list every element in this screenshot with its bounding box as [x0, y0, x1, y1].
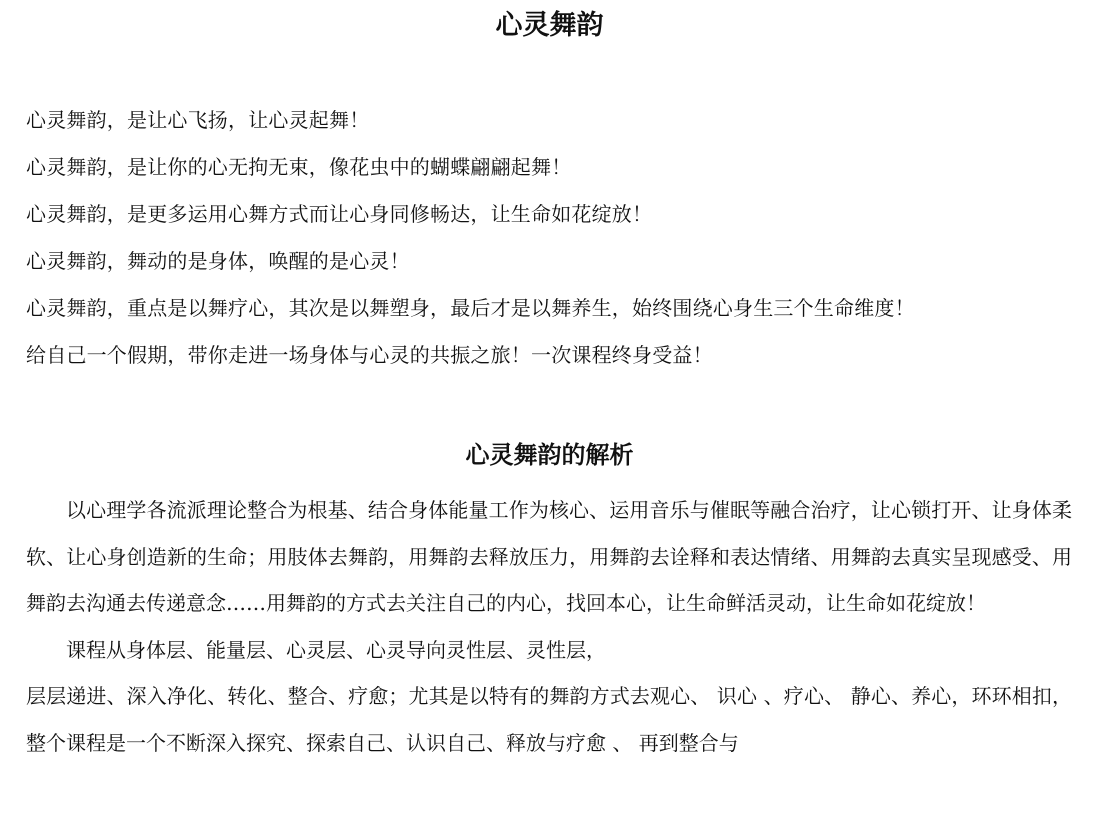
paragraph-analysis: 以心理学各流派理论整合为根基、结合身体能量工作为核心、运用音乐与催眠等融合治疗，让心锁打开、让身体柔软、让心身创造新的生命；用肢体去舞韵，用舞韵去释放压力，用舞韵去诠释和表达情绪、用舞韵去真实呈现感受、用舞韵去沟通去传递意念……用舞韵的方式去关注自己的内心，找回本心，让生命鲜活灵动，让生命如花绽放！ — [26, 498, 1072, 615]
intro-line: 心灵舞韵，是更多运用心舞方式而让心身同修畅达，让生命如花绽放！ — [26, 202, 653, 226]
paragraph-course-progression: 层层递进、深入净化、转化、整合、疗愈；尤其是以特有的舞韵方式去观心、 识心 、疗心、 静心、养心，环环相扣，整个课程是一个不断深入探究、探索自己、认识自己、释放与疗愈 、 再到整合与 — [26, 684, 1072, 755]
intro-lines — [26, 97, 1086, 379]
intro-line: 心灵舞韵，重点是以舞疗心，其次是以舞塑身，最后才是以舞养生，始终围绕心身生三个生命维度！ — [26, 296, 915, 320]
section-title: 心灵舞韵的解析 — [465, 441, 634, 469]
intro-line: 心灵舞韵，是让心飞扬，让心灵起舞！ — [26, 108, 370, 132]
intro-line: 心灵舞韵，是让你的心无拘无束，像花虫中的蝴蝶翩翩起舞！ — [26, 155, 572, 179]
intro-line: 给自己一个假期，带你走进一场身体与心灵的共振之旅！一次课程终身受益！ — [26, 343, 713, 367]
page-title: 心灵舞韵 — [495, 10, 604, 41]
paragraph-course-layers: 课程从身体层、能量层、心灵层、心灵导向灵性层、灵性层， — [66, 637, 606, 662]
intro-line: 心灵舞韵，舞动的是身体，唤醒的是心灵！ — [26, 249, 410, 273]
section-body — [26, 487, 1072, 766]
